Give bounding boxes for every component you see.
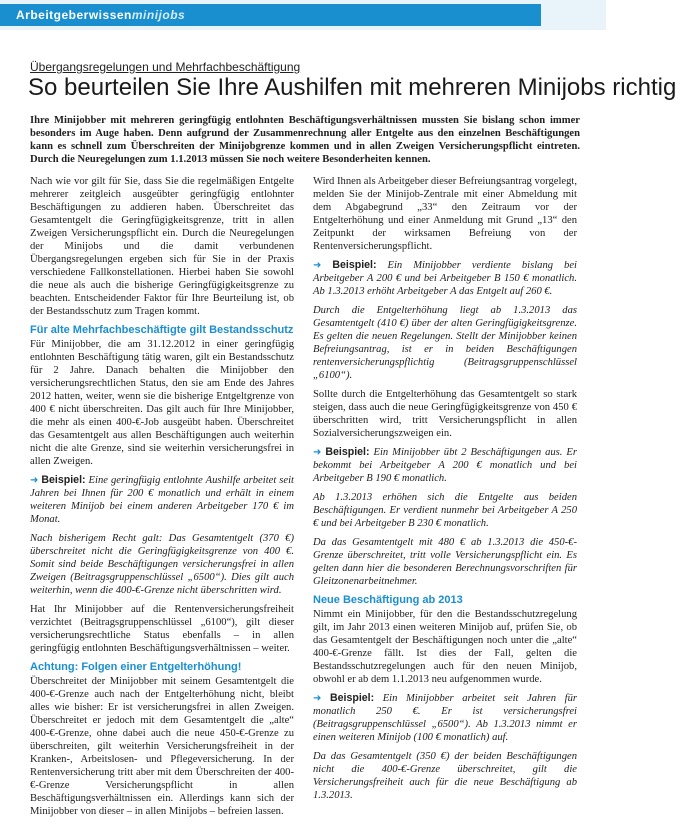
example-explanation: Da das Gesamtentgelt mit 480 € ab 1.3.2013 die 450-€-Grenze überschreitet, tritt volle Versicherungspflicht ein. Es gelten dann hier die besonderen Berechnungsvorschriften für Gleitzonenarbeitnehmer. <box>313 537 577 587</box>
example-box <box>30 474 294 526</box>
example-label: Beispiel: <box>41 474 86 486</box>
example-label: Beispiel: <box>329 692 375 704</box>
example-explanation: Durch die Entgelterhöhung liegt ab 1.3.2013 das Gesamtentgelt (410 €) über der alten Geringfügigkeitsgrenze. Es gelten die neuen Regelungen. Stellt der Minijobber keinen Befreiungsantrag, ist er in beiden Beschäftigungen rentenversicherungspflichtig (Beitragsgruppenschlüssel „6100“). <box>313 305 577 381</box>
paragraph: Überschreitet der Minijobber mit seinem Gesamtentgelt die 400-€-Grenze auch nach der Entgelterhöhung nicht, bleibt alles wie bisher: Er ist versicherungsfrei in allen Zweigen. Überschreitet er jedoch mit dem Gesamtentgelt die „alte“ 400-€-Grenze, ohne dabei auch die neue 450-€-Grenze zu überschreiten, gilt weiterhin Versicherungsfreiheit in der Kranken-, Arbeitslosen- und Pflegeversicherung. In der Rentenversicherung tritt aber mit dem Überschreiten der 400-€-Grenze Versicherungspflicht in allen Beschäftigungsverhältnissen ein. Allerdings kann sich der Minijobber von dieser – in allen Minijobs – befreien lassen. <box>30 676 294 817</box>
example-box <box>313 446 577 485</box>
right-column <box>313 175 577 808</box>
example-box <box>313 692 577 744</box>
example-text: Ein Minijobber arbeitet seit Jahren für monatlich 250 €. Er ist versicherungsfrei (Beitragsgruppenschlüssel „6500“). Ab 1.3.2013 nimmt er einen weiteren Minijob (100 € monatlich) auf. <box>313 693 577 743</box>
section-label-prefix: Arbeitgeberwissen <box>16 8 132 22</box>
arrow-right-icon: ➜ <box>313 260 322 271</box>
subheading: Für alte Mehrfachbeschäftigte gilt Bestandsschutz <box>30 324 294 336</box>
example-text: Ein Minijobber verdiente bislang bei Arbeitgeber A 200 € und bei Arbeitgeber B 150 € monatlich. Ab 1.3.2013 erhöht Arbeitgeber A das Entgelt auf 260 €. <box>313 260 577 297</box>
example-box <box>313 259 577 298</box>
article-title: So beurteilen Sie Ihre Aushilfen mit mehreren Minijobs richtig <box>28 74 676 101</box>
example-explanation: Ab 1.3.2013 erhöhen sich die Entgelte aus beiden Beschäftigungen. Er verdient nunmehr bei Arbeitgeber A 250 € und bei Arbeitgeber B 230 € monatlich. <box>313 492 577 529</box>
section-label <box>16 8 185 22</box>
section-label-brand: minijobs <box>131 8 186 22</box>
article-lead: Ihre Minijobber mit mehreren geringfügig entlohnten Beschäftigungsverhältnissen mussten Sie bislang schon immer besonders im Auge haben. Denn aufgrund der Zusammenrechnung aller Entgelte aus den einzelnen Beschäftigungen kann es schnell zum Überschreiten der Minijobgrenze kommen und in allen Zweigen Versicherungspflicht eintreten. Durch die Neuregelungen zum 1.1.2013 müssen Sie noch weitere Besonderheiten kennen. <box>30 115 580 165</box>
subheading: Neue Beschäftigung ab 2013 <box>313 594 463 606</box>
example-explanation: Nach bisherigem Recht galt: Das Gesamtentgelt (370 €) überschreitet nicht die Geringfügigkeitsgrenze von 400 €. Somit sind beide Beschäftigungen versicherungsfrei in allen Zweigen (Beitragsgruppenschlüssel „6500“). Dies gilt auch weiterhin, wenn die 400-€-Grenze nicht überschritten wird. <box>30 533 294 596</box>
example-label: Beispiel: <box>325 446 370 458</box>
example-explanation: Da das Gesamtentgelt (350 €) der beiden Beschäftigungen nicht die 400-€-Grenze überschreitet, gilt die Versicherungsfreiheit auch für die neue Beschäftigung ab 1.3.2013. <box>313 751 577 801</box>
paragraph: Wird Ihnen als Arbeitgeber dieser Befreiungsantrag vorgelegt, melden Sie der Minijob-Zentrale mit einer Abmeldung mit dem Abgabegrund „33“ den Zeitraum vor der Entgelterhöhung und einer Anmeldung mit Grund „13“ den Zeitpunkt der wirksamen Befreiung von der Rentenversicherungspflicht. <box>313 176 577 252</box>
paragraph: Nimmt ein Minijobber, für den die Bestandsschutzregelung gilt, im Jahr 2013 einen weiteren Minijob auf, prüfen Sie, ob das Gesamtentgelt der Beschäftigungen noch unter die „alte“ 400-€-Grenze fällt. Ist dies der Fall, gelten die Bestandsschutzregelungen auch für den neuen Minijob, obwohl er ab dem 1.1.2013 neu aufgenommen wurde. <box>313 609 577 685</box>
arrow-right-icon: ➜ <box>30 475 39 486</box>
arrow-right-icon: ➜ <box>313 693 322 704</box>
paragraph: Nach wie vor gilt für Sie, dass Sie die regelmäßigen Entgelte mehrerer zeitgleich ausgeübter geringfügig entlohnter Beschäftigungen zu addieren haben. Überschreitet das Gesamtentgelt die Geringfügigkeitsgrenze, tritt in allen Zweigen Versicherungspflicht ein. Durch die Neuregelungen der Minijobs und die damit verbundenen Übergangsregelungen ergeben sich für Sie in der Praxis verschiedene Fallkonstellationen. Hierbei haben Sie sowohl die neue als auch die bisherige Geringfügigkeitsgrenze zu beachten. Entscheidender Faktor für Ihre Beurteilung ist, ob der Bestandsschutz zum Tragen kommt. <box>30 176 294 317</box>
example-label: Beispiel: <box>332 259 377 271</box>
article-kicker: Übergangsregelungen und Mehrfachbeschäftigung <box>30 60 301 74</box>
arrow-right-icon: ➜ <box>313 447 322 458</box>
paragraph: Hat Ihr Minijobber auf die Rentenversicherungsfreiheit verzichtet (Beitragsgruppenschlüssel „6100“), gilt dieser versicherungsrechtliche Status ebenfalls – in allen geringfügig entlohnten Beschäftigungsverhältnissen – weiter. <box>30 604 294 654</box>
header-banner <box>0 0 606 30</box>
example-text: Ein Minijobber übt 2 Beschäftigungen aus. Er bekommt bei Arbeitgeber A 200 € monatlich und bei Arbeitgeber B 190 € monatlich. <box>313 447 578 484</box>
left-column <box>30 175 294 824</box>
paragraph: Für Minijobber, die am 31.12.2012 in einer geringfügig entlohnten Beschäftigung tätig waren, gilt ein Bestandsschutz für 2 Jahre. Danach behalten die Minijobber den versicherungsrechtlichen Status, den sie am Ende des Jahres 2012 hatten, weiter, wenn sie die bisherige Entgeltgrenze von 400 € nicht überschreiten. Das gilt auch für Ihre Minijobber, die mehr als einen 400-€-Job ausgeübt haben. Überschreitet das Gesamtentgelt aus allen Beschäftigungen auch weiterhin nicht die alte Grenze, sind sie weiterhin versicherungsfrei in allen Zweigen. <box>30 339 294 467</box>
paragraph: Sollte durch die Entgelterhöhung das Gesamtentgelt so stark steigen, dass auch die neue Geringfügigkeitsgrenze von 450 € überschritten wird, tritt Versicherungspflicht in allen Sozialversicherungszweigen ein. <box>313 389 577 439</box>
subheading: Achtung: Folgen einer Entgelterhöhung! <box>30 661 242 673</box>
example-text: Eine geringfügig entlohnte Aushilfe arbeitet seit Jahren bei Ihnen für 200 € monatlich und erhält in einem weiteren Minijob bei einem anderen Arbeitgeber 170 € im Monat. <box>30 475 294 525</box>
